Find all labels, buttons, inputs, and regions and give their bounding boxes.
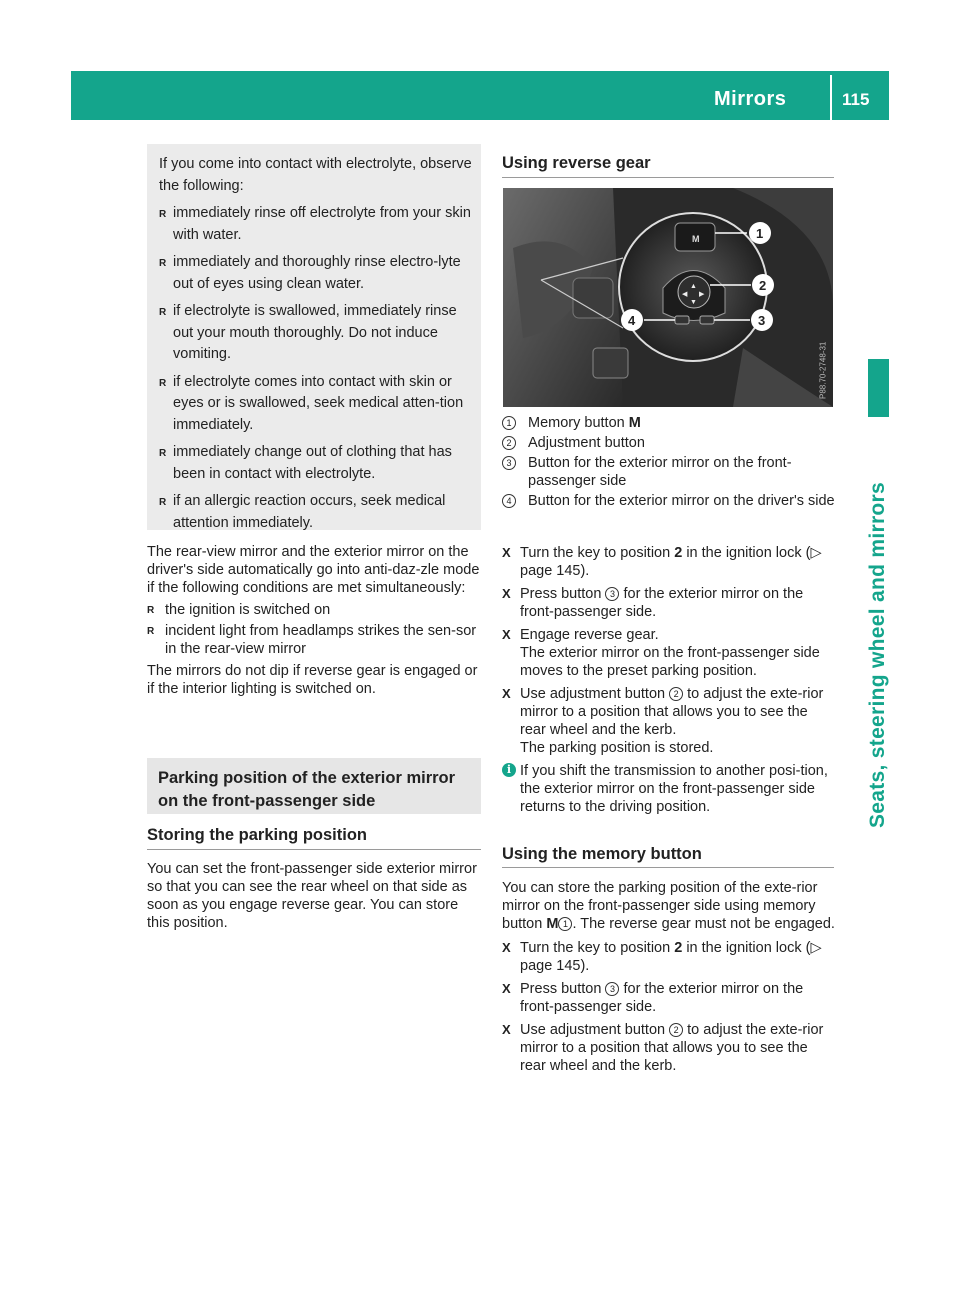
callout-number: 4 (502, 494, 516, 508)
warning-intro: If you come into contact with electrolyte, observe the following: (159, 156, 472, 194)
page-title: Mirrors (714, 88, 787, 110)
legend-item (502, 454, 836, 490)
divider (502, 177, 834, 178)
callout-number: 3 (605, 587, 619, 601)
callout-number: 3 (502, 456, 516, 470)
subheading-storing: Storing the parking position (147, 826, 367, 844)
page-reference-link[interactable]: page 145). (520, 958, 590, 974)
legend-item (502, 414, 836, 432)
memory-key: M (628, 415, 641, 431)
page-reference-link[interactable]: page 145). (520, 563, 590, 579)
condition-list (147, 601, 483, 658)
svg-text:3: 3 (758, 313, 766, 328)
warning-item: R if electrolyte is swallowed, immediately rinse out your mouth thoroughly. Do not induce vomiting. (159, 301, 477, 366)
step-result: The parking position is stored. (520, 740, 714, 756)
info-icon: i (502, 763, 516, 777)
section-heading: Parking position of the exterior mirror on the front-passenger side (158, 769, 456, 810)
legend-text: Button for the exterior mirror on the front-passenger side (528, 455, 792, 489)
divider (147, 849, 481, 850)
step-arrow-icon: X (502, 586, 511, 601)
step-text: Press button (520, 586, 602, 602)
step-text: in the ignition lock ( (686, 940, 811, 956)
svg-text:▶: ▶ (699, 291, 705, 298)
step-text: for the exterior mirror on the front-passenger side. (520, 981, 804, 1015)
step-text: Engage reverse gear. (520, 627, 659, 643)
header-divider (830, 75, 832, 120)
warning-item: R if an allergic reaction occurs, seek medical attention immediately. (159, 491, 477, 534)
warning-item: R immediately and thoroughly rinse electro-lyte out of eyes using clean water. (159, 252, 477, 295)
condition-item: R incident light from headlamps strikes the sen-sor in the rear-view mirror (147, 622, 483, 658)
info-note (502, 762, 836, 816)
step-text: Press button (520, 981, 602, 997)
callout-number: 1 (502, 416, 516, 430)
step (502, 939, 836, 975)
svg-text:◀: ◀ (682, 291, 688, 298)
reverse-gear-steps (502, 544, 836, 816)
heading-reverse-gear: Using reverse gear (502, 154, 651, 172)
step (502, 685, 836, 757)
door-panel-illustration (503, 188, 833, 407)
figure-code: P88.70-2748-31 (818, 341, 827, 399)
svg-text:▲: ▲ (690, 283, 697, 290)
step-text: Turn the key to position (520, 940, 671, 956)
legend-text: Adjustment button (528, 435, 645, 451)
step-text: for the exterior mirror on the front-passenger side. (520, 586, 804, 620)
mirror-controls-figure (503, 188, 833, 407)
chapter-title-text: Seats, steering wheel and mirrors (866, 481, 889, 829)
callout-number: 2 (669, 687, 683, 701)
warning-list (159, 203, 477, 534)
callout-number: 2 (669, 1023, 683, 1037)
condition-item: R the ignition is switched on (147, 601, 483, 619)
page-number: 115 (842, 90, 870, 109)
step-arrow-icon: X (502, 686, 511, 701)
step (502, 585, 836, 621)
divider (502, 867, 834, 868)
ignition-position: 2 (674, 545, 683, 561)
info-text: If you shift the transmission to another posi-tion, the exterior mirror on the front-passenger side returns to the driving position. (520, 763, 828, 815)
warning-item: R if electrolyte comes into contact with skin or eyes or is swallowed, seek medical atten-tion immediately. (159, 372, 477, 437)
step-result: The exterior mirror on the front-passenger side moves to the preset parking position. (520, 645, 820, 679)
legend-text: Button for the exterior mirror on the driver's side (528, 493, 835, 509)
step-text: in the ignition lock ( (686, 545, 811, 561)
ignition-position: 2 (674, 940, 683, 956)
callout-number: 1 (558, 917, 572, 931)
warning-item: R immediately change out of clothing that has been in contact with electrolyte. (159, 442, 477, 485)
page-ref-arrow-icon: ▷ (810, 940, 822, 956)
warning-content (159, 154, 477, 534)
warning-item: R immediately rinse off electrolyte from your skin with water. (159, 203, 477, 246)
body-paragraph: The mirrors do not dip if reverse gear is engaged or if the interior lighting is switched on. (147, 663, 478, 697)
figure-legend (502, 414, 836, 510)
heading-memory-button: Using the memory button (502, 845, 702, 863)
svg-text:4: 4 (628, 313, 636, 328)
memory-steps (502, 879, 836, 1080)
step-arrow-icon: X (502, 940, 511, 955)
anti-dazzle-text (147, 543, 483, 698)
step (502, 544, 836, 580)
svg-text:2: 2 (759, 278, 767, 293)
svg-text:▼: ▼ (690, 299, 697, 306)
intro-text: You can store the parking position of the exte-rior mirror on the front-passenger side using memory button (502, 880, 818, 932)
page-ref-arrow-icon: ▷ (810, 545, 822, 561)
chapter-title (862, 430, 894, 880)
step-arrow-icon: X (502, 1022, 511, 1037)
step (502, 626, 836, 680)
step-arrow-icon: X (502, 981, 511, 996)
memory-intro (502, 879, 836, 933)
chapter-tab (868, 359, 889, 417)
callout-number: 2 (502, 436, 516, 450)
callout-number: 3 (605, 982, 619, 996)
step-text: Use adjustment button (520, 1022, 666, 1038)
step-text: Turn the key to position (520, 545, 671, 561)
step (502, 980, 836, 1016)
step (502, 1021, 836, 1075)
step-arrow-icon: X (502, 545, 511, 560)
legend-item (502, 492, 836, 510)
svg-text:1: 1 (756, 226, 764, 241)
legend-text: Memory button (528, 415, 625, 431)
intro-text: . The reverse gear must not be engaged. (572, 916, 835, 932)
step-arrow-icon: X (502, 627, 511, 642)
body-paragraph: The rear-view mirror and the exterior mirror on the driver's side automatically go into anti-daz-zle mode if the following conditions are met simultaneously: (147, 544, 480, 596)
svg-text:M: M (692, 234, 700, 244)
step-text: to adjust the exte-rior mirror to a position that allows you to see the rear wheel and the kerb. (520, 686, 824, 738)
step-text: to adjust the exte-rior mirror to a position that allows you to see the rear wheel and the kerb. (520, 1022, 824, 1074)
memory-key: M (546, 916, 559, 932)
step-text: Use adjustment button (520, 686, 666, 702)
legend-item (502, 434, 836, 452)
storing-paragraph: You can set the front-passenger side exterior mirror so that you can see the rear wheel on that side as soon as you engage reverse gear. You can store this position. (147, 861, 477, 931)
